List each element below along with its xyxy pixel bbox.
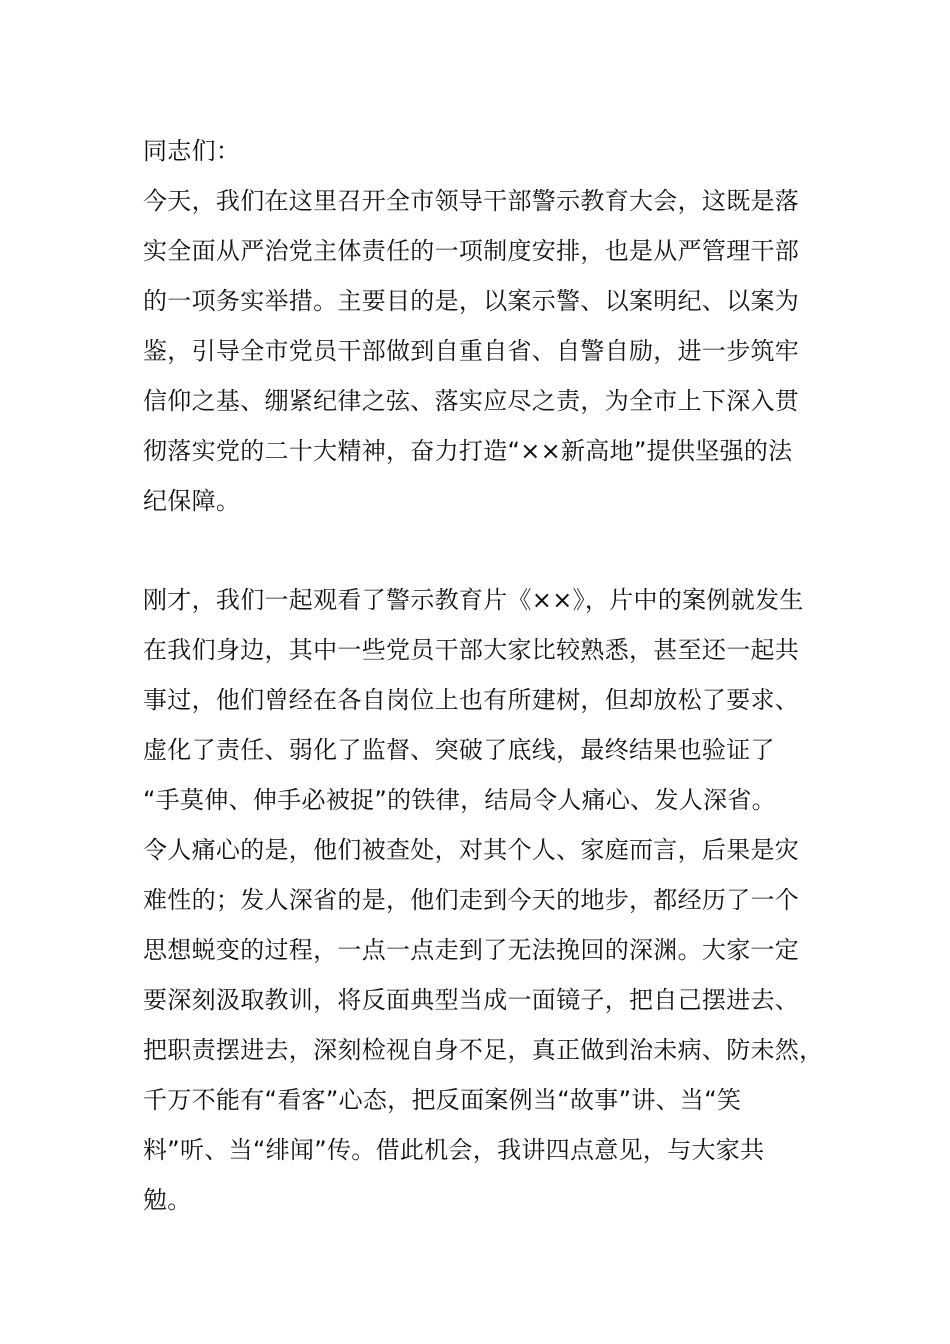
paragraph-line: 难性的；发人深省的是，他们走到今天的地步，都经历了一个 (143, 886, 800, 914)
paragraph-line: 勉。 (143, 1186, 192, 1214)
paragraph-line: 把职责摆进去，深刻检视自身不足，真正做到治未病、防未然， (143, 1036, 824, 1064)
paragraph-line: 的一项务实举措。主要目的是，以案示警、以案明纪、以案为 (143, 287, 800, 315)
paragraph-line: 鉴，引导全市党员干部做到自重自省、自警自励，进一步筑牢 (143, 337, 800, 365)
paragraph-line: 纪保障。 (143, 487, 241, 515)
paragraph-line: 彻落实党的二十大精神，奋力打造“××新高地”提供坚强的法 (143, 437, 793, 465)
paragraph-line: 千万不能有“看客”心态，把反面案例当“故事”讲、当“笑 (143, 1086, 742, 1114)
paragraph-2 (143, 575, 824, 1225)
paragraph-line: 令人痛心的是，他们被查处，对其个人、家庭而言，后果是灾 (143, 836, 800, 864)
paragraph-1 (143, 176, 808, 526)
paragraph-line: 信仰之基、绷紧纪律之弦、落实应尽之责，为全市上下深入贯 (143, 387, 800, 415)
paragraph-line: 料”听、当“绯闻”传。借此机会，我讲四点意见，与大家共 (143, 1136, 765, 1164)
paragraph-line: 刚才，我们一起观看了警示教育片《××》，片中的案例就发生 (143, 586, 804, 614)
paragraph-line: 事过，他们曾经在各自岗位上也有所建树，但却放松了要求、 (143, 686, 800, 714)
salutation (143, 126, 808, 176)
paragraph-line: 虚化了责任、弱化了监督、突破了底线，最终结果也验证了 (143, 736, 775, 764)
paragraph-line: 思想蜕变的过程，一点一点走到了无法挽回的深渊。大家一定 (143, 936, 800, 964)
paragraph-line: 要深刻汲取教训，将反面典型当成一面镜子，把自己摆进去、 (143, 986, 800, 1014)
paragraph-line: “手莫伸、伸手必被捉”的铁律，结局令人痛心、发人深省。 (143, 786, 776, 814)
paragraph-line: 在我们身边，其中一些党员干部大家比较熟悉，甚至还一起共 (143, 636, 800, 664)
salutation-line: 同志们： (143, 137, 241, 165)
paragraph-line: 实全面从严治党主体责任的一项制度安排，也是从严管理干部 (143, 237, 800, 265)
paragraph-line: 今天，我们在这里召开全市领导干部警示教育大会，这既是落 (143, 187, 800, 215)
